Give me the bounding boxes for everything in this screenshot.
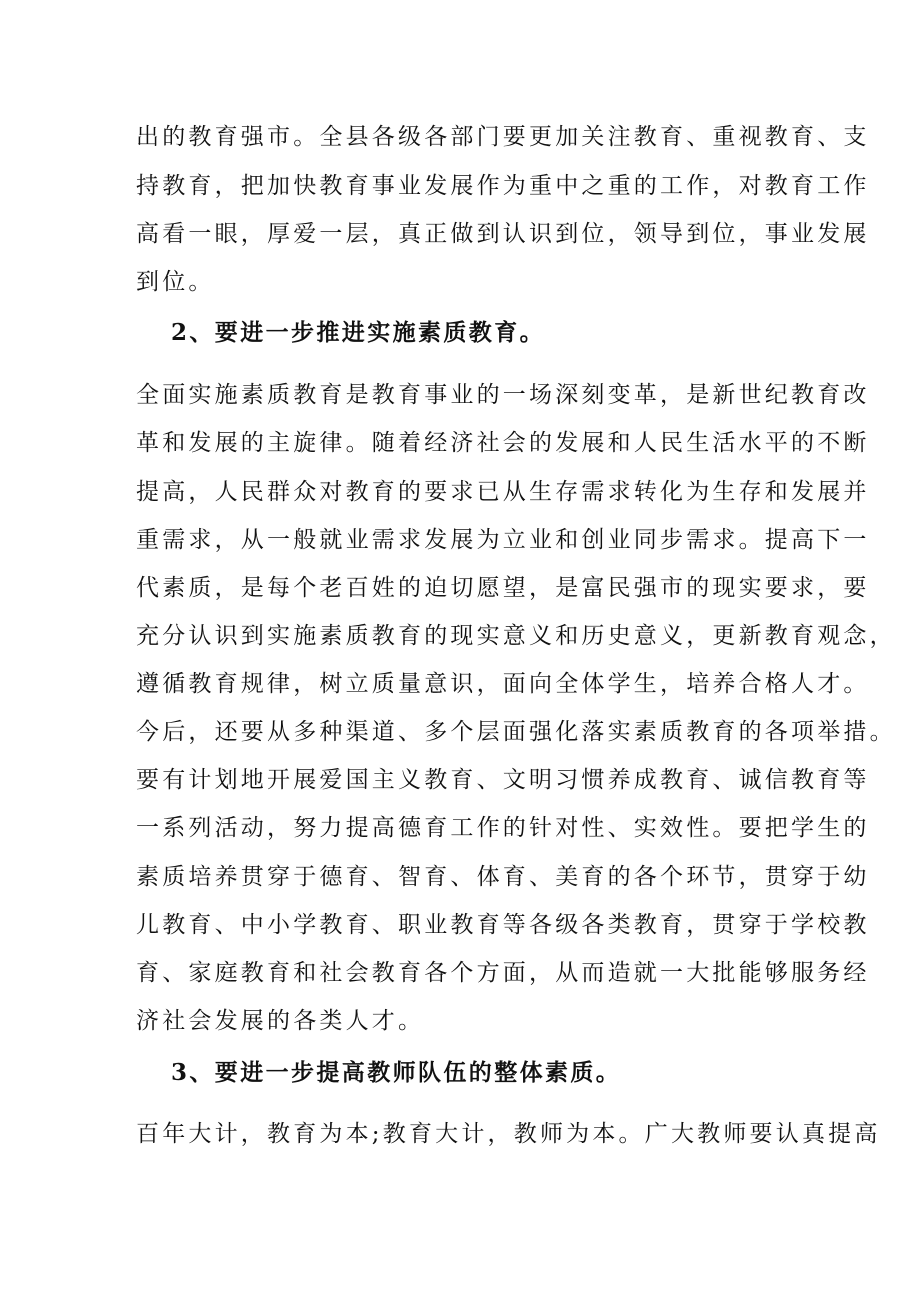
paragraph-line: 要有计划地开展爱国主义教育、文明习惯养成教育、诚信教育等 [136, 767, 870, 793]
paragraph-line: 济社会发展的各类人才。 [136, 1008, 425, 1034]
paragraph-line: 代素质，是每个老百姓的迫切愿望，是富民强市的现实要求，要 [136, 575, 870, 601]
paragraph-line: 儿教育、中小学教育、职业教育等各级各类教育，贯穿于学校教 [136, 912, 870, 938]
paragraph-line: 提高，人民群众对教育的要求已从生存需求转化为生存和发展并 [136, 479, 870, 505]
paragraph-line: 一系列活动，努力提高德育工作的针对性、实效性。要把学生的 [136, 815, 870, 841]
paragraph-line: 持教育，把加快教育事业发展作为重中之重的工作，对教育工作 [136, 173, 870, 199]
section-heading-2: 2、要进一步推进实施素质教育。 [171, 319, 546, 346]
paragraph-line: 今后，还要从多种渠道、多个层面强化落实素质教育的各项举措。 [136, 719, 896, 745]
paragraph-line: 高看一眼，厚爱一层，真正做到认识到位，领导到位，事业发展 [136, 221, 870, 247]
paragraph-line: 百年大计，教育为本;教育大计，教师为本。广大教师要认真提高 [136, 1121, 881, 1147]
paragraph-line: 出的教育强市。全县各级各部门要更加关注教育、重视教育、支 [136, 124, 870, 150]
paragraph-line: 素质培养贯穿于德育、智育、体育、美育的各个环节，贯穿于幼 [136, 864, 870, 890]
paragraph-line: 全面实施素质教育是教育事业的一场深刻变革，是新世纪教育改 [136, 382, 870, 408]
section-heading-3: 3、要进一步提高教师队伍的整体素质。 [171, 1059, 622, 1086]
paragraph-line: 到位。 [136, 269, 215, 295]
paragraph-line: 重需求，从一般就业需求发展为立业和创业同步需求。提高下一 [136, 527, 870, 553]
paragraph-line: 遵循教育规律，树立质量意识，面向全体学生，培养合格人才。 [136, 671, 870, 697]
paragraph-line: 革和发展的主旋律。随着经济社会的发展和人民生活水平的不断 [136, 430, 870, 456]
paragraph-line: 充分认识到实施素质教育的现实意义和历史意义，更新教育观念， [136, 623, 896, 649]
paragraph-line: 育、家庭教育和社会教育各个方面，从而造就一大批能够服务经 [136, 960, 870, 986]
